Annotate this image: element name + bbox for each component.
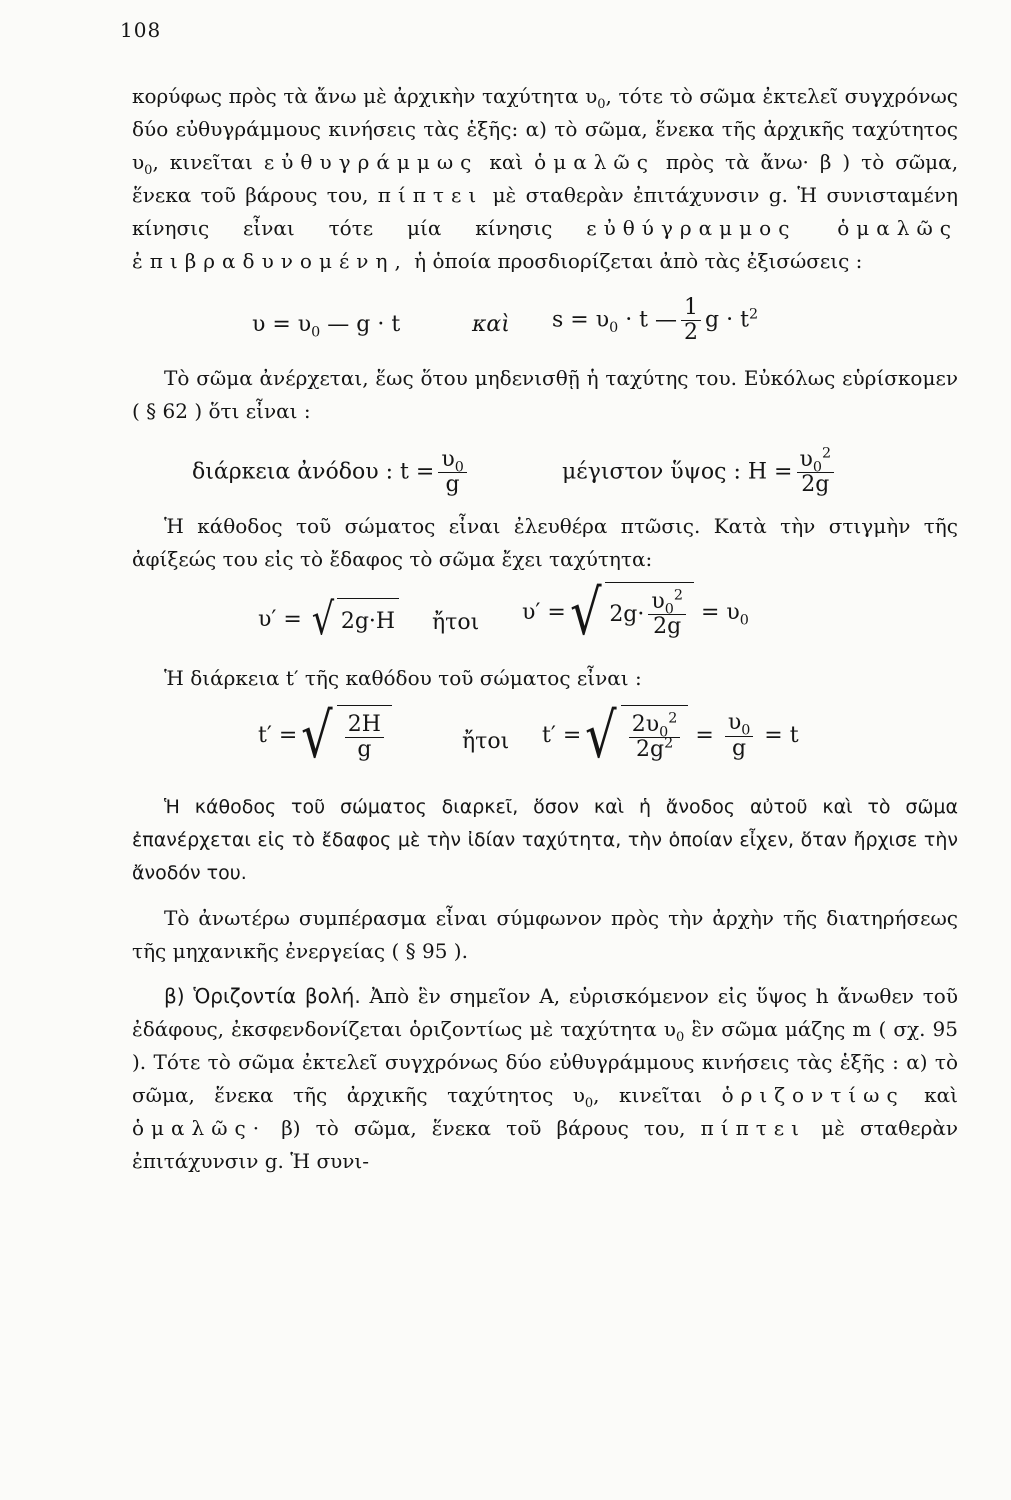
- equation-impact-velocity: υ′ = √ 2g·H ἤτοι υ′ = √ 2g· $\frac{\upsilon_0^2}{2g}$ = $\upsilon_0$: [258, 576, 749, 649]
- equation-rise-duration-max-height: διάρκεια ἀνόδου : t = $\frac{\upsilon_0}{g}$ μέγιστον ὕψος : H = $\frac{\upsilon_0^2}{2g}$: [132, 428, 958, 510]
- paragraph-descent-duration: Ἡ διάρκεια t′ τῆς καθόδου τοῦ σώματος εἶναι :: [164, 666, 642, 690]
- equation-descent-time: t′ = √ $\frac{2H}{g}$ ἤτοι t′ = √ $\frac{2\upsilon_0^2}{2g^2}$ = $\frac{\upsilon_0}{g}$ = t: [258, 699, 799, 772]
- equation-velocity-displacement: $\upsilon = \upsilon_0$ — g · t καὶ $s = \upsilon_0 \cdot t$ — $\frac{1}{2}$ $g \cdot t^2$: [252, 295, 759, 346]
- paragraph-rise-until-stop: Τὸ σῶμα ἀνέρχεται, ἕως ὅτου μηδενισθῇ ἡ ταχύτης του. Εὐκόλως εὑρίσκομεν ( § 62 ) ὅτι εἶναι :: [132, 366, 958, 423]
- page-number: 108: [120, 18, 162, 42]
- page-body: [132, 80, 958, 1178]
- paragraph-free-fall-descent: Ἡ κάθοδος τοῦ σώματος εἶναι ἐλευθέρα πτῶσις. Κατὰ τὴν στιγμὴν τῆς ἀφίξεώς του εἰς τὸ ἔδαφος τὸ σῶμα ἔχει ταχύτητα:: [132, 514, 958, 571]
- paragraph-horizontal-throw: β) Ὁριζοντία βολή. Ἀπὸ ἓν σημεῖον Α, εὑρισκόμενον εἰς ὕψος h ἄνωθεν τοῦ ἐδάφους, ἐκσφενδονίζεται ὁριζοντίως μὲ ταχύτητα $\upsilon_0$ ἓν σῶμα μάζης m ( σχ. 95 ). Τότε τὸ σῶμα ἐκτελεῖ συγχρόνως δύο εὐθυγράμμους κινήσεις τὰς ἑξῆς : α) τὸ σῶμα, ἕνεκα τῆς ἀρχικῆς ταχύτητος $\upsilon_0$, κινεῖται ὁριζοντίως καὶ ὁμαλῶς· β) τὸ σῶμα, ἕνεκα τοῦ βάρους του, πίπτει μὲ σταθερὰν ἐπιτάχυνσιν g. Ἡ συνι-: [132, 984, 959, 1173]
- paragraph-descent-conclusion: Ἡ κάθοδος τοῦ σώματος διαρκεῖ, ὅσον καὶ ἡ ἄνοδος αὐτοῦ καὶ τὸ σῶμα ἐπανέρχεται εἰς τὸ ἔδαφος μὲ τὴν ἰδίαν ταχύτητα, τὴν ὁποίαν εἶχεν, ὅταν ἤρχισε τὴν ἄνοδόν του.: [132, 796, 958, 884]
- paragraph-energy-conservation: Τὸ ἀνωτέρω συμπέρασμα εἶναι σύμφωνον πρὸς τὴν ἀρχὴν τῆς διατηρήσεως τῆς μηχανικῆς ἐνεργείας ( § 95 ).: [132, 906, 958, 963]
- paragraph-vertical-throw-intro: κορύφως πρὸς τὰ ἄνω μὲ ἀρχικὴν ταχύτητα $\upsilon_0$, τότε τὸ σῶμα ἐκτελεῖ συγχρόνως δύο εὐθυγράμμους κινήσεις τὰς ἑξῆς: α) τὸ σῶμα, ἕνεκα τῆς ἀρχικῆς ταχύτητος $\upsilon_0$, κινεῖται εὐθυγράμμως καὶ ὁμαλῶς πρὸς τὰ ἄνω· β ) τὸ σῶμα, ἕνεκα τοῦ βάρους του, πίπτει μὲ σταθερὰν ἐπιτάχυνσιν g. Ἡ συνισταμένη κίνησις εἶναι τότε μία κίνησις εὐθύγραμμος ὁμαλῶς ἐπιβραδυνομένη, ἡ ὁποία προσδιορίζεται ἀπὸ τὰς ἐξισώσεις :: [132, 84, 959, 273]
- section-heading-horizontal-throw: β) Ὁριζοντία βολή.: [164, 984, 361, 1008]
